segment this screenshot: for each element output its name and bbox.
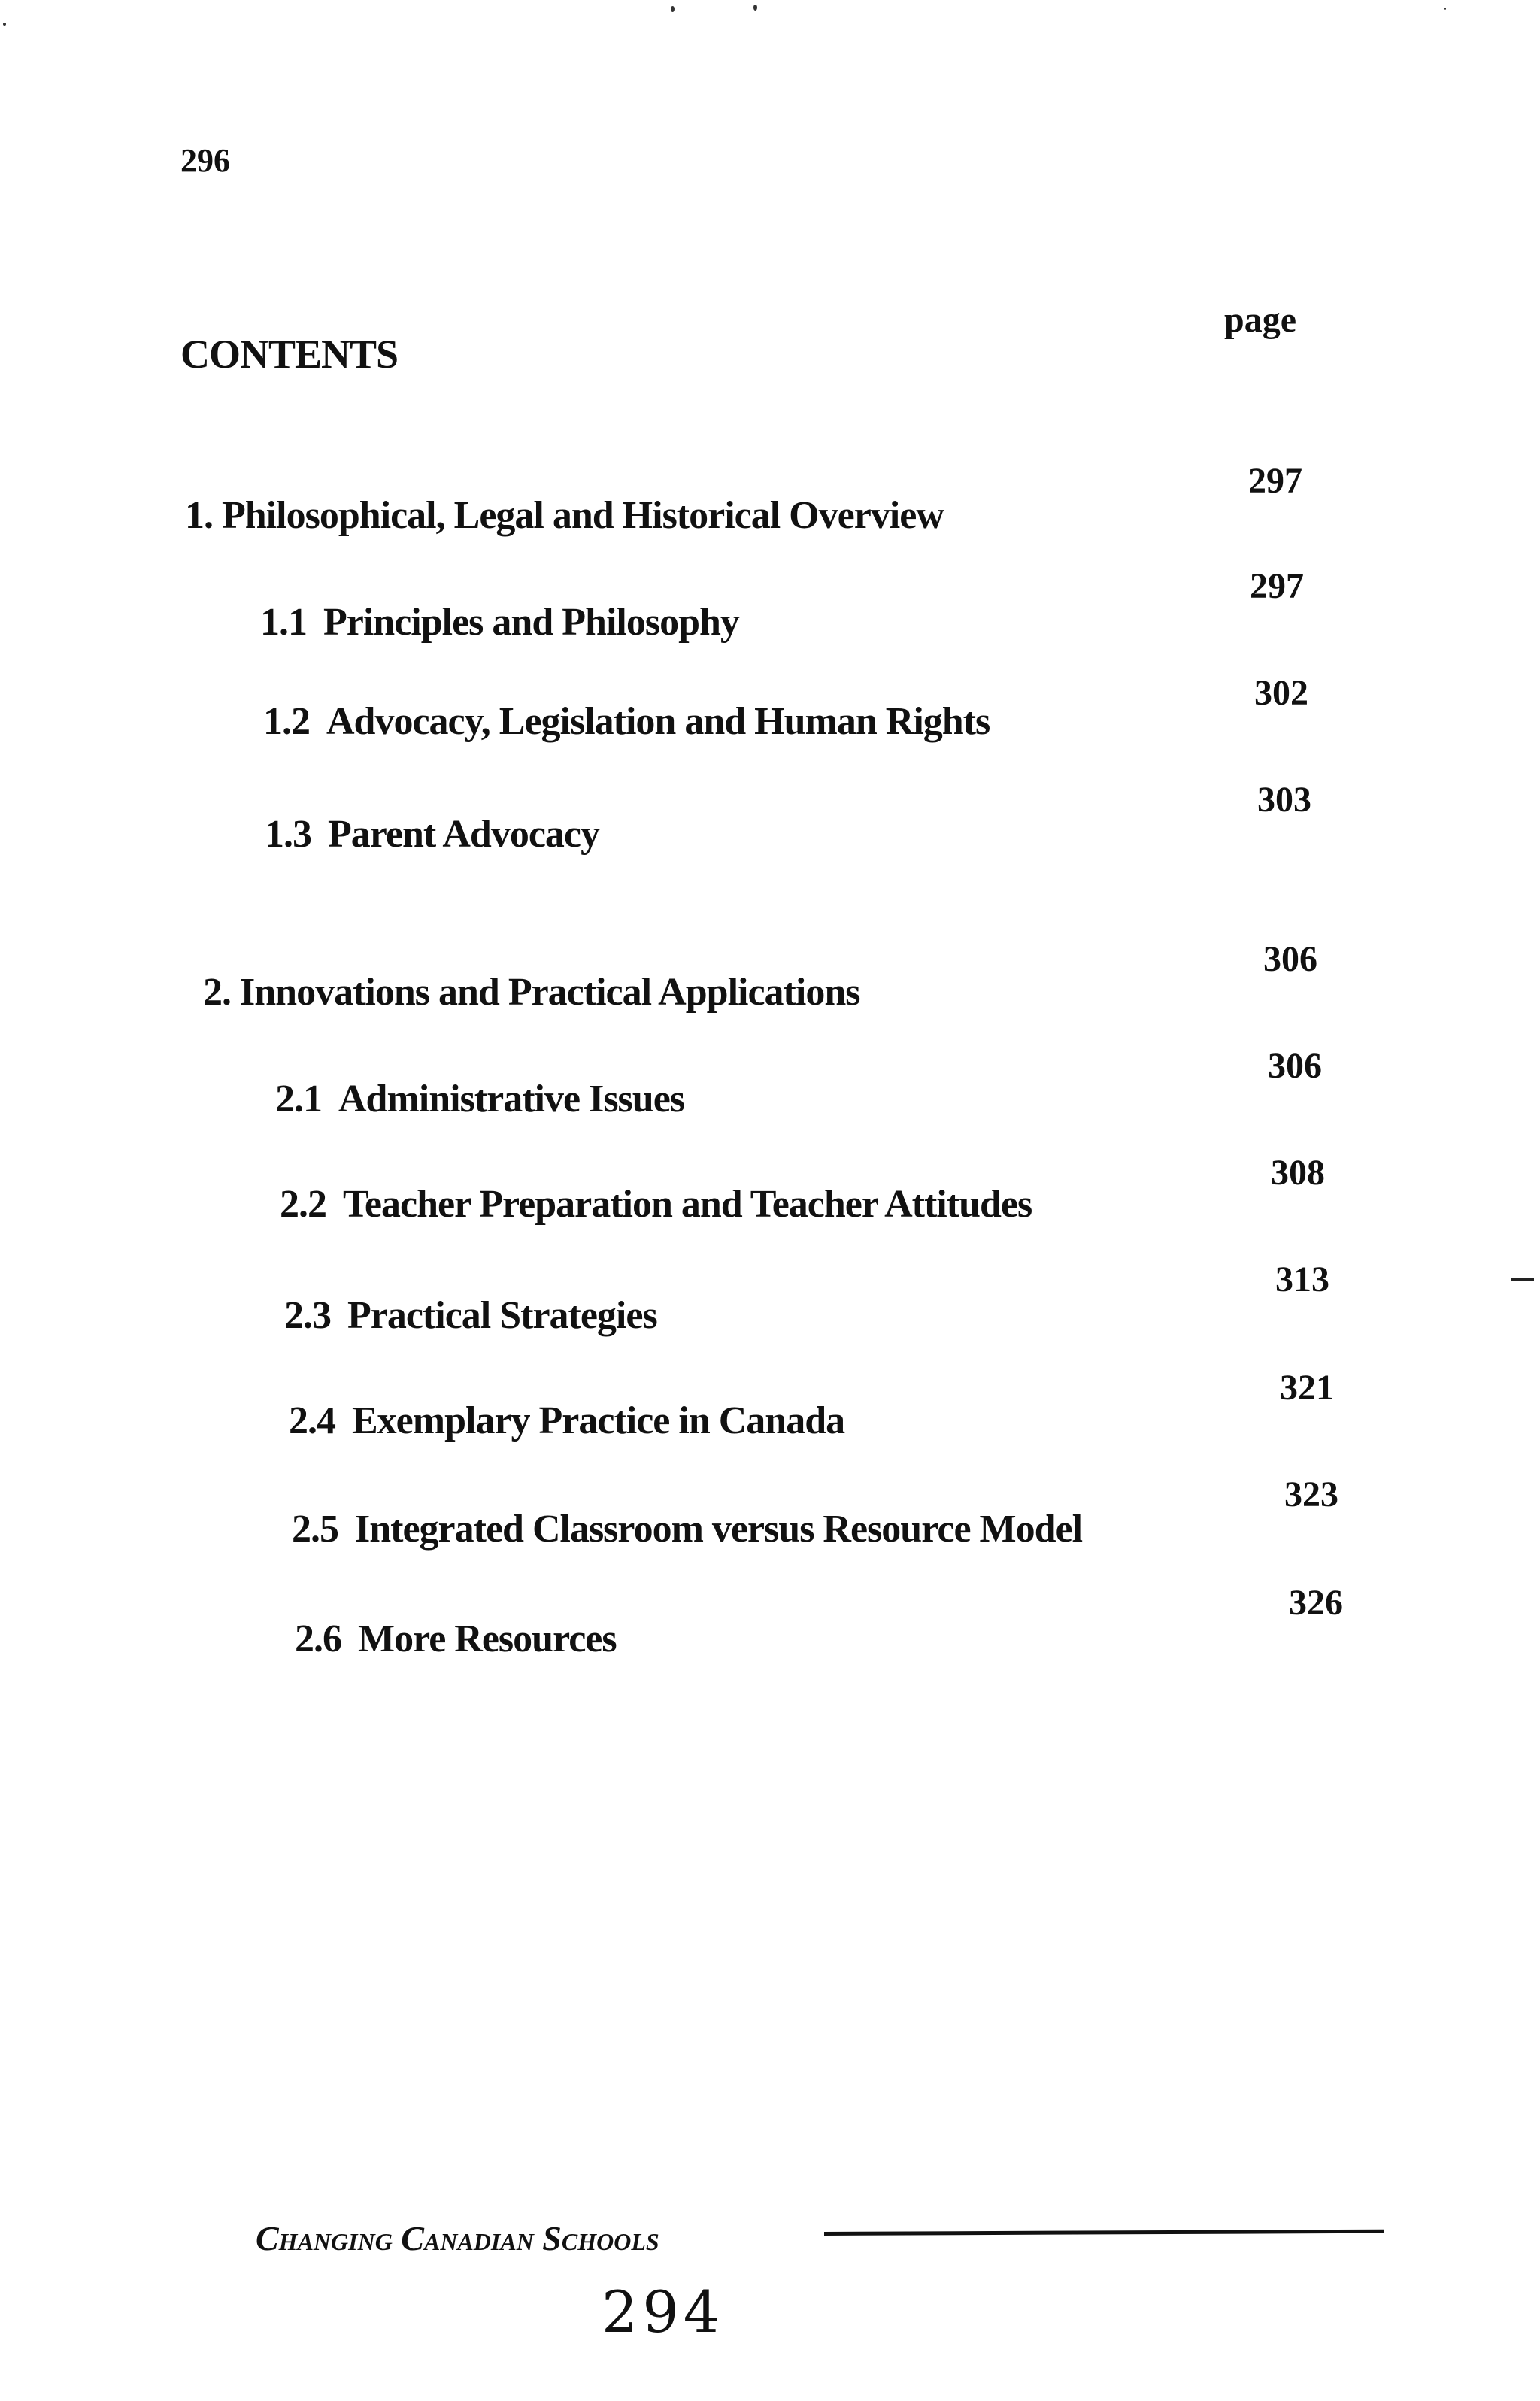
scan-speck — [753, 5, 757, 11]
toc-entry-number: 1.3 — [265, 813, 311, 856]
toc-entry-page: 306 — [1263, 939, 1317, 979]
toc-entry-title: Exemplary Practice in Canada — [352, 1399, 845, 1442]
toc-entry-page: 297 — [1250, 566, 1304, 606]
toc-entry-1-2 — [263, 699, 990, 744]
toc-entry-1 — [185, 493, 944, 538]
toc-entry-page: 297 — [1248, 461, 1302, 501]
toc-entry-page: 306 — [1268, 1046, 1322, 1086]
toc-entry-title: Innovations and Practical Applications — [240, 971, 860, 1014]
toc-entry-number: 1. — [185, 494, 213, 537]
toc-entry-title: Administrative Issues — [338, 1078, 685, 1120]
toc-entry-title: Philosophical, Legal and Historical Overview — [222, 494, 944, 537]
toc-entry-page: 302 — [1254, 673, 1308, 713]
toc-entry-number: 2. — [203, 971, 231, 1014]
toc-entry-1-1 — [260, 600, 739, 644]
toc-entry-2-3 — [284, 1293, 657, 1338]
toc-entry-number: 1.1 — [260, 601, 307, 644]
toc-entry-title: Advocacy, Legislation and Human Rights — [326, 700, 990, 743]
toc-entry-page: 326 — [1289, 1583, 1343, 1623]
footer-rule — [824, 2230, 1384, 2236]
page-column-label: page — [1224, 300, 1296, 340]
toc-entry-title: Integrated Classroom versus Resource Model — [355, 1508, 1083, 1551]
toc-entry-2-5 — [292, 1507, 1082, 1551]
toc-entry-page: 308 — [1271, 1153, 1325, 1193]
scan-speck — [3, 23, 6, 26]
toc-entry-title: Practical Strategies — [347, 1294, 657, 1337]
scan-speck — [671, 6, 675, 12]
scan-page-number: 294 — [602, 2278, 725, 2345]
toc-entry-title: Teacher Preparation and Teacher Attitudes — [343, 1183, 1032, 1226]
toc-entry-number: 2.2 — [280, 1183, 326, 1226]
toc-entry-number: 1.2 — [263, 700, 310, 743]
page-number: 296 — [180, 142, 230, 179]
toc-entry-2 — [203, 970, 859, 1014]
toc-entry-number: 2.1 — [275, 1078, 322, 1120]
toc-entry-number: 2.3 — [284, 1294, 331, 1337]
toc-entry-1-3 — [265, 812, 599, 856]
scan-speck — [1444, 8, 1446, 10]
toc-entry-2-4 — [289, 1399, 844, 1443]
footer-book-title: Changing Canadian Schools — [256, 2219, 659, 2257]
toc-entry-2-1 — [275, 1077, 684, 1121]
toc-entry-page: 303 — [1257, 780, 1311, 820]
toc-entry-page: 321 — [1280, 1368, 1334, 1408]
toc-entry-2-6 — [295, 1617, 617, 1661]
margin-mark — [1511, 1278, 1534, 1281]
toc-entry-number: 2.4 — [289, 1399, 335, 1442]
toc-entry-page: 323 — [1284, 1475, 1338, 1514]
toc-entry-title: More Resources — [358, 1617, 617, 1660]
toc-entry-number: 2.6 — [295, 1617, 341, 1660]
toc-entry-number: 2.5 — [292, 1508, 338, 1551]
toc-entry-page: 313 — [1275, 1260, 1329, 1299]
toc-entry-2-2 — [280, 1182, 1032, 1226]
contents-heading: CONTENTS — [180, 332, 399, 377]
toc-entry-title: Parent Advocacy — [328, 813, 599, 856]
toc-entry-title: Principles and Philosophy — [323, 601, 739, 644]
